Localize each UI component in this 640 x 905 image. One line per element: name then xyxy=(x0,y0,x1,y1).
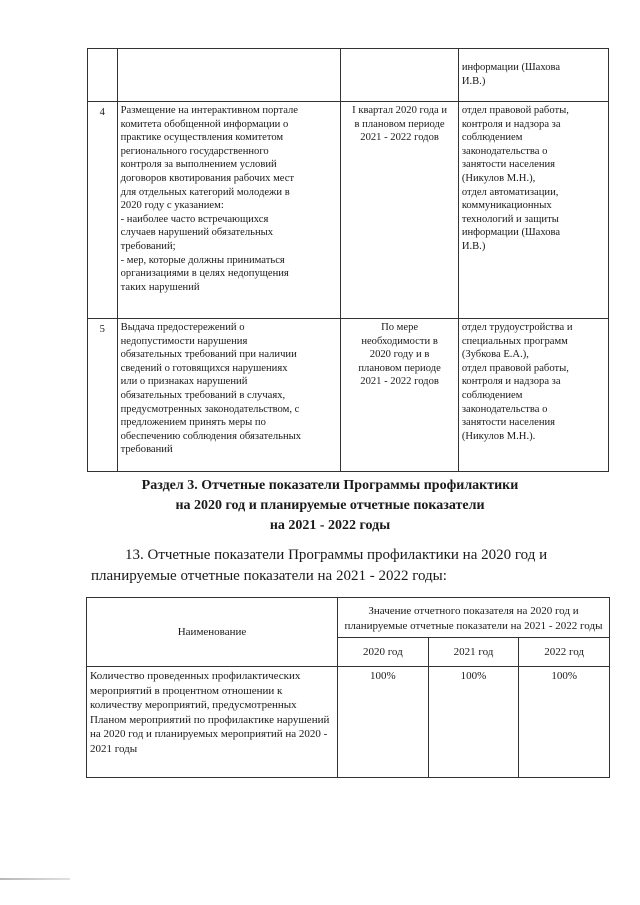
indicators-table xyxy=(86,597,610,778)
section-heading xyxy=(100,476,560,536)
column-header-year: 2020 год xyxy=(338,638,429,667)
text-line: необходимости в xyxy=(361,335,438,347)
text-line: законодательства о xyxy=(461,145,548,157)
heading-line: Раздел 3. Отчетные показатели Программы профилактики xyxy=(141,478,519,493)
text-line: технологий и защиты xyxy=(461,213,559,225)
column-header-name: Наименование xyxy=(87,598,338,667)
text-line: По мере xyxy=(381,322,419,333)
text-line: случаев нарушений обязательных xyxy=(120,227,274,239)
text-line: специальных программ xyxy=(461,335,568,347)
table-row xyxy=(88,102,609,319)
text-line: занятости населения xyxy=(461,159,556,171)
text-line: (Никулов М.Н.). xyxy=(461,430,536,442)
text-line: 2021 - 2022 годов xyxy=(360,132,439,144)
text-line: Выдача предостережений о xyxy=(120,322,245,333)
paragraph-line: 13. Отчетные показатели Программы профилактики на 2020 год и xyxy=(125,547,548,563)
text-line: организациями в целях недопущения xyxy=(120,268,289,280)
text-line: контроля и надзора за xyxy=(461,376,561,388)
text-line: предусмотренных законодательством, с xyxy=(120,403,300,415)
measure-term xyxy=(341,102,458,319)
text-line: отдел автоматизации, xyxy=(461,186,559,198)
row-number: 5 xyxy=(88,319,118,472)
text-line: договоров квотирования рабочих мест xyxy=(120,172,295,184)
measure-term xyxy=(341,49,458,102)
table-row xyxy=(88,319,609,472)
row-number: 4 xyxy=(88,102,118,319)
text-line: - наиболее часто встречающихся xyxy=(120,213,269,225)
measure-responsible xyxy=(458,319,608,472)
text-line: контроля за выполнением условий xyxy=(120,159,277,171)
text-line: плановом периоде xyxy=(358,362,441,374)
text-line: требований xyxy=(120,444,173,456)
text-line: или о признаках нарушений xyxy=(120,376,248,388)
text-line: требований; xyxy=(120,240,176,252)
indicator-value: 100% xyxy=(519,667,610,778)
text-line: регионального государственного xyxy=(120,145,269,157)
indicator-value: 100% xyxy=(338,667,429,778)
text-line: Размещение на интерактивном портале xyxy=(120,105,298,116)
plan-table xyxy=(87,48,609,472)
text-line: для отдельных категорий молодежи в xyxy=(120,186,290,198)
text-line: 2020 году и в xyxy=(369,349,430,361)
text-line: коммуникационных xyxy=(461,200,552,212)
text-line: И.В.) xyxy=(461,240,486,252)
indicator-name: Количество проведенных профилактических мероприятий в процентном отношении к количеству мероприятий, предусмотренных Планом мероприятий по профилактике нарушений на 2020 год и планируемых мероприятий на 2020 - 2021 годы xyxy=(87,667,338,778)
text-line: в плановом периоде xyxy=(354,118,445,130)
table-header-row xyxy=(87,598,610,638)
text-line: недопустимости нарушения xyxy=(120,335,248,347)
text-line: I квартал 2020 года и xyxy=(352,105,447,116)
text-line: 2020 году с указанием: xyxy=(120,200,224,212)
text-line: И.В.) xyxy=(461,75,486,87)
text-line: таких нарушений xyxy=(120,281,200,293)
heading-line: на 2021 - 2022 годы xyxy=(269,518,391,533)
column-header-year: 2022 год xyxy=(519,638,610,667)
measure-term xyxy=(341,319,458,472)
scan-edge-mark xyxy=(0,878,70,880)
paragraph-13 xyxy=(91,545,607,587)
indicator-value: 100% xyxy=(428,667,519,778)
text-line: информации (Шахова xyxy=(461,62,561,73)
measure-description xyxy=(117,102,341,319)
text-line: законодательства о xyxy=(461,403,548,415)
text-line: соблюдением xyxy=(461,132,523,144)
text-line: соблюдением xyxy=(461,389,523,401)
text-line: - мер, которые должны приниматься xyxy=(120,254,285,266)
column-header-year: 2021 год xyxy=(428,638,519,667)
paragraph-line: планируемые отчетные показатели на 2021 - 2022 годы: xyxy=(91,568,447,584)
text-line: предложением принять меры по xyxy=(120,417,266,429)
text-line: отдел правовой работы, xyxy=(461,105,569,116)
text-line: отдел правовой работы, xyxy=(461,362,569,374)
heading-line: на 2020 год и планируемые отчетные показатели xyxy=(175,498,485,513)
table-row xyxy=(87,667,610,778)
text-line: 2021 - 2022 годов xyxy=(360,376,439,388)
measure-description xyxy=(117,49,341,102)
text-line: (Зубкова Е.А.), xyxy=(461,349,529,361)
measure-responsible xyxy=(458,49,608,102)
text-line: (Никулов М.Н.), xyxy=(461,172,536,184)
text-line: контроля и надзора за xyxy=(461,118,561,130)
text-line: комитета обобщенной информации о xyxy=(120,118,289,130)
text-line: практике осуществления комитетом xyxy=(120,132,284,144)
text-line: отдел трудоустройства и xyxy=(461,322,573,333)
text-line: занятости населения xyxy=(461,417,556,429)
text-line: обязательных требований при наличии xyxy=(120,349,297,361)
row-number xyxy=(88,49,118,102)
text-line: информации (Шахова xyxy=(461,227,561,239)
text-line: обязательных требований в случаях, xyxy=(120,389,286,401)
table-row xyxy=(88,49,609,102)
text-line: сведений о готовящихся нарушениях xyxy=(120,362,288,374)
measure-description xyxy=(117,319,341,472)
column-header-values: Значение отчетного показателя на 2020 год и планируемые отчетные показатели на 2021 - 2022 годы xyxy=(338,598,610,638)
measure-responsible xyxy=(458,102,608,319)
text-line: обеспечению соблюдения обязательных xyxy=(120,430,302,442)
